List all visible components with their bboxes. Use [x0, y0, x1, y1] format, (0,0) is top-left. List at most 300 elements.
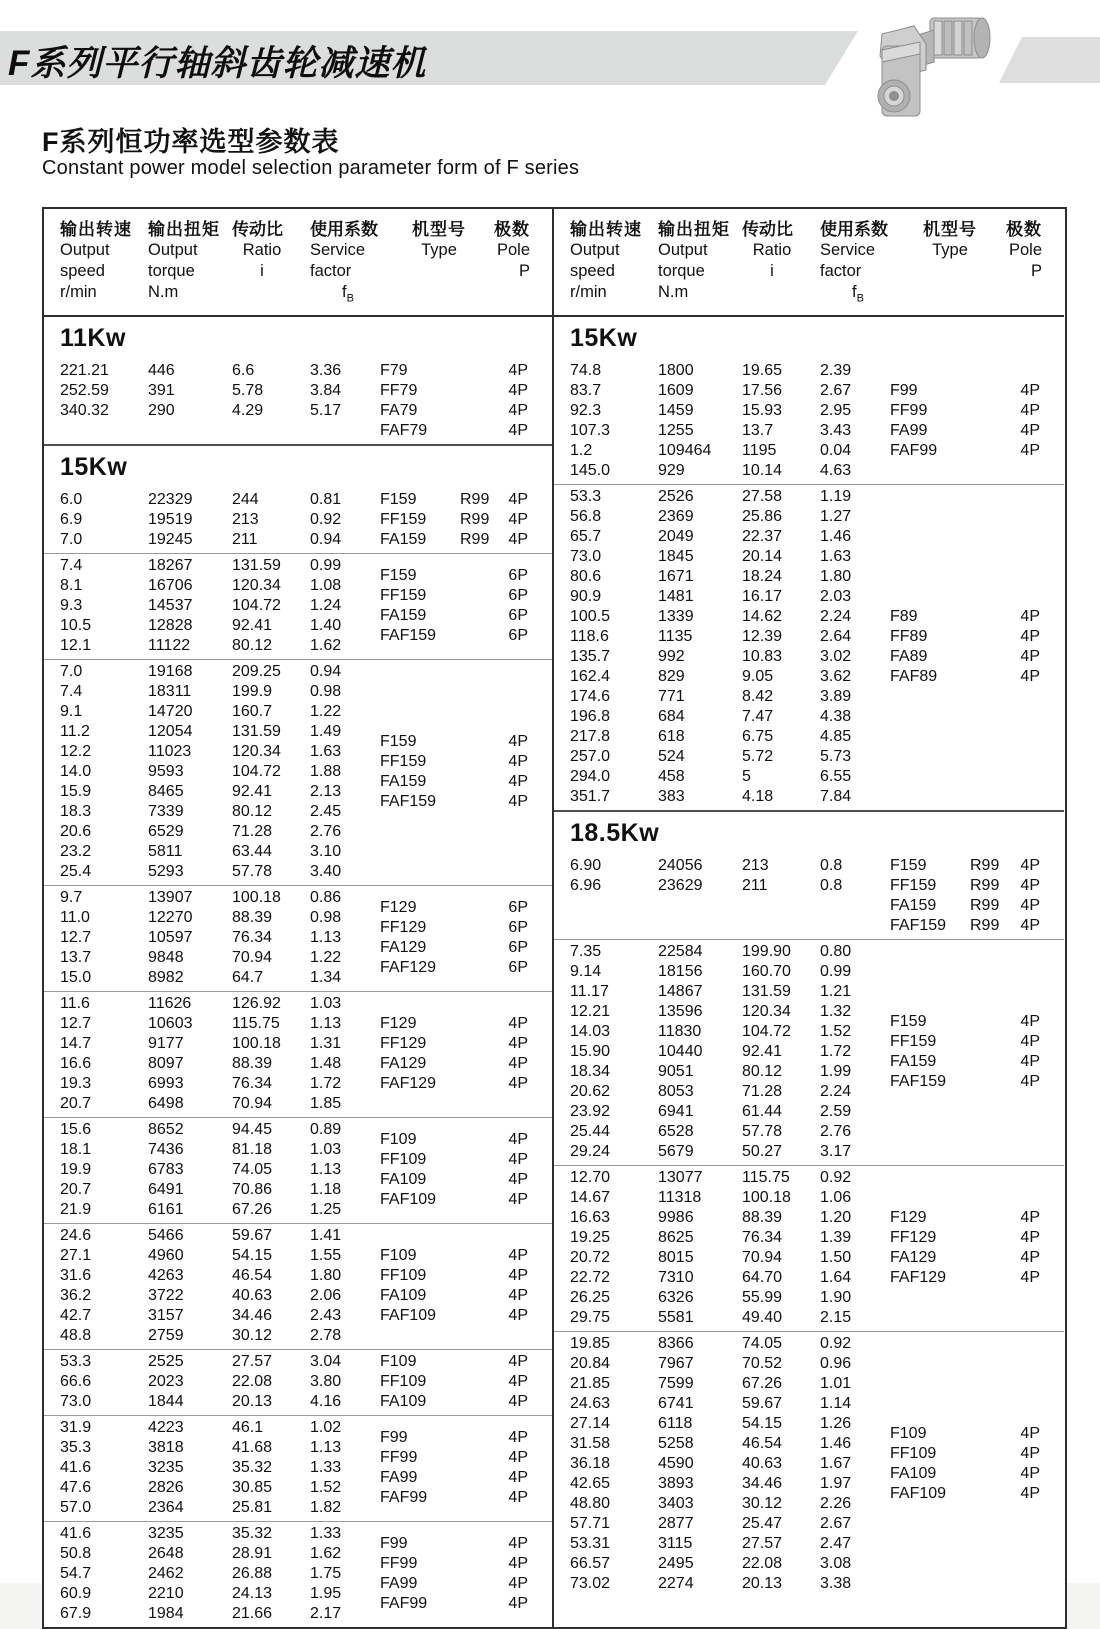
ratio-cell: 211: [232, 531, 258, 549]
pole-value: 6P: [508, 567, 528, 585]
service-factor-cell: 2.24: [820, 608, 852, 626]
service-factor-cell: 1.13: [310, 1439, 342, 1457]
col-header-type: [396, 219, 482, 309]
ratio-cell: 199.90: [742, 943, 791, 961]
type-name: FF159: [380, 511, 427, 529]
type-suffix: R99: [970, 917, 1000, 935]
service-factor-cell: 1.72: [820, 1043, 852, 1061]
table-row: [44, 1438, 380, 1458]
col-header-zh: 传动比: [232, 220, 283, 239]
ratio-cell: 76.34: [232, 929, 273, 947]
group-data: [554, 1168, 890, 1328]
output-speed-cell: 60.9: [60, 1585, 92, 1603]
col-header-zh: 使用系数: [820, 220, 888, 239]
output-torque-cell: 7436: [148, 1141, 184, 1159]
service-factor-cell: 1.08: [310, 577, 342, 595]
output-torque-cell: 8625: [658, 1229, 694, 1247]
service-factor-cell: 3.17: [820, 1143, 852, 1161]
group-types: [380, 1352, 552, 1412]
table-row: [554, 507, 890, 527]
table-row: [44, 928, 380, 948]
output-speed-cell: 26.25: [570, 1289, 611, 1307]
type-row: [380, 1372, 540, 1392]
pole-value: 4P: [508, 362, 528, 380]
col-header-en: Output: [658, 241, 708, 259]
table-row: [44, 1286, 380, 1306]
output-speed-cell: 11.2: [60, 723, 90, 741]
pole-value: 6P: [508, 607, 528, 625]
ratio-cell: 70.94: [742, 1249, 783, 1267]
ratio-cell: 64.7: [232, 969, 264, 987]
col-header-en: Ratio: [752, 241, 792, 259]
ratio-cell: 160.7: [232, 703, 273, 721]
output-torque-cell: 18267: [148, 557, 193, 575]
service-factor-cell: 1.48: [310, 1055, 342, 1073]
type-row: [890, 856, 1052, 876]
ratio-cell: 55.99: [742, 1289, 783, 1307]
type-name: FA129: [890, 1249, 937, 1267]
ratio-cell: 16.17: [742, 588, 783, 606]
type-row: [380, 510, 540, 530]
output-torque-cell: 22584: [658, 943, 703, 961]
section-title: 15Kw: [570, 324, 638, 353]
output-torque-cell: 7967: [658, 1355, 694, 1373]
model-group: [44, 1223, 552, 1349]
output-speed-cell: 24.63: [570, 1395, 611, 1413]
ratio-cell: 21.66: [232, 1605, 273, 1623]
group-types: [380, 1120, 552, 1220]
type-row: [890, 607, 1052, 627]
col-header-output-torque: [658, 219, 742, 309]
output-speed-cell: 53.3: [570, 488, 602, 506]
table-row: [44, 1200, 380, 1220]
output-torque-cell: 22329: [148, 491, 193, 509]
pole-value: 4P: [1020, 668, 1040, 686]
ratio-cell: 213: [232, 511, 259, 529]
pole-value: 4P: [1020, 917, 1040, 935]
ratio-cell: 126.92: [232, 995, 281, 1013]
pole-value: 4P: [1020, 648, 1040, 666]
ratio-cell: 30.85: [232, 1479, 273, 1497]
model-group: [44, 659, 552, 885]
pole-value: 4P: [1020, 1445, 1040, 1463]
pole-value: 4P: [508, 1575, 528, 1593]
type-name: F129: [380, 1015, 417, 1033]
service-factor-cell: 2.43: [310, 1307, 342, 1325]
output-speed-cell: 9.7: [60, 889, 83, 907]
type-row: [380, 1130, 540, 1150]
service-factor-cell: 2.76: [820, 1123, 852, 1141]
output-speed-cell: 162.4: [570, 668, 611, 686]
type-suffix: R99: [460, 531, 490, 549]
service-factor-cell: 1.01: [820, 1375, 852, 1393]
pole-value: 4P: [1020, 1073, 1040, 1091]
service-factor-cell: 1.72: [310, 1075, 342, 1093]
table-row: [44, 1014, 380, 1034]
ratio-cell: 120.34: [232, 743, 281, 761]
output-speed-cell: 340.32: [60, 402, 109, 420]
service-factor-cell: 1.31: [310, 1035, 342, 1053]
pole-value: 4P: [508, 1151, 528, 1169]
model-group: [554, 1165, 1064, 1331]
type-name: FF99: [890, 402, 928, 420]
output-torque-cell: 771: [658, 688, 685, 706]
output-torque-cell: 5466: [148, 1227, 184, 1245]
type-name: FAF109: [380, 1191, 437, 1209]
ratio-cell: 81.18: [232, 1141, 273, 1159]
power-section-11Kw: [44, 317, 552, 444]
group-data: [44, 361, 380, 441]
ratio-cell: 20.13: [742, 1575, 783, 1593]
group-types: [890, 361, 1064, 481]
table-row: [554, 667, 890, 687]
ratio-cell: 104.72: [232, 763, 281, 781]
type-row: [380, 421, 540, 441]
ratio-cell: 19.65: [742, 362, 783, 380]
table-row: [44, 1524, 380, 1544]
output-speed-cell: 100.5: [570, 608, 611, 626]
output-speed-cell: 36.18: [570, 1455, 611, 1473]
pole-value: 4P: [508, 1429, 528, 1447]
ratio-cell: 63.44: [232, 843, 273, 861]
table-row: [554, 1082, 890, 1102]
ratio-cell: 9.05: [742, 668, 774, 686]
type-row: [890, 1248, 1052, 1268]
ratio-cell: 131.59: [232, 557, 281, 575]
output-speed-cell: 53.3: [60, 1353, 92, 1371]
type-row: [890, 647, 1052, 667]
ratio-cell: 49.40: [742, 1309, 783, 1327]
table-row: [554, 627, 890, 647]
output-speed-cell: 12.7: [60, 1015, 92, 1033]
pole-value: 4P: [508, 733, 528, 751]
model-group: [554, 1331, 1064, 1597]
output-torque-cell: 16706: [148, 577, 193, 595]
service-factor-cell: 1.22: [310, 949, 342, 967]
table-row: [44, 742, 380, 762]
ratio-cell: 92.41: [232, 783, 273, 801]
table-row: [554, 1474, 890, 1494]
table-row: [44, 842, 380, 862]
output-torque-cell: 19245: [148, 531, 193, 549]
type-row: [890, 1012, 1052, 1032]
table-row: [44, 1180, 380, 1200]
pole-value: 4P: [508, 793, 528, 811]
output-torque-cell: 6993: [148, 1075, 184, 1093]
doc-title-zh: F系列恒功率选型参数表: [42, 127, 340, 157]
output-torque-cell: 1459: [658, 402, 694, 420]
table-row: [44, 1054, 380, 1074]
service-factor-cell: 6.55: [820, 768, 852, 786]
type-row: [890, 1464, 1052, 1484]
service-factor-cell: 1.55: [310, 1247, 342, 1265]
service-factor-cell: 3.80: [310, 1373, 342, 1391]
output-torque-cell: 11830: [658, 1023, 702, 1041]
type-row: [380, 566, 540, 586]
output-torque-cell: 19168: [148, 663, 193, 681]
table-row: [554, 727, 890, 747]
service-factor-cell: 3.38: [820, 1575, 852, 1593]
output-torque-cell: 2462: [148, 1565, 184, 1583]
service-factor-cell: 0.94: [310, 531, 342, 549]
service-factor-cell: 3.10: [310, 843, 342, 861]
output-torque-cell: 7339: [148, 803, 184, 821]
output-torque-cell: 2023: [148, 1373, 184, 1391]
type-row: [380, 401, 540, 421]
ratio-cell: 92.41: [232, 617, 273, 635]
col-header-output-speed: [60, 219, 148, 309]
col-header-en: torque: [148, 262, 195, 280]
output-torque-cell: 2210: [148, 1585, 184, 1603]
ratio-cell: 120.34: [232, 577, 281, 595]
service-factor-cell: 5.73: [820, 748, 852, 766]
pole-value: 4P: [1020, 897, 1040, 915]
output-speed-cell: 73.0: [570, 548, 602, 566]
pole-value: 4P: [508, 1055, 528, 1073]
ratio-cell: 50.27: [742, 1143, 783, 1161]
type-name: F159: [380, 733, 417, 751]
table-row: [554, 1394, 890, 1414]
group-types: [380, 490, 552, 550]
col-header-en: speed: [570, 262, 615, 280]
type-name: F99: [890, 382, 918, 400]
table-row: [44, 862, 380, 882]
output-torque-cell: 4223: [148, 1419, 184, 1437]
ratio-cell: 15.93: [742, 402, 783, 420]
service-factor-cell: 1.67: [820, 1455, 852, 1473]
output-speed-cell: 54.7: [60, 1565, 92, 1583]
table-row: [554, 1434, 890, 1454]
type-name: FF159: [890, 877, 937, 895]
output-speed-cell: 18.3: [60, 803, 92, 821]
service-factor-cell: 2.78: [310, 1327, 342, 1345]
output-torque-cell: 1671: [658, 568, 694, 586]
output-speed-cell: 31.9: [60, 1419, 92, 1437]
type-row: [380, 361, 540, 381]
service-factor-cell: 1.33: [310, 1525, 342, 1543]
type-name: FA159: [380, 607, 427, 625]
ratio-cell: 71.28: [232, 823, 273, 841]
pole-value: 4P: [508, 1075, 528, 1093]
ratio-cell: 100.18: [232, 1035, 281, 1053]
output-torque-cell: 1339: [658, 608, 694, 626]
type-name: FF109: [380, 1151, 427, 1169]
ratio-cell: 7.47: [742, 708, 774, 726]
ratio-cell: 1195: [742, 442, 777, 460]
model-group: [44, 1415, 552, 1521]
pole-value: 4P: [1020, 1209, 1040, 1227]
service-factor-cell: 3.40: [310, 863, 342, 881]
output-torque-cell: 2495: [658, 1555, 694, 1573]
table-row: [554, 1308, 890, 1328]
service-factor-cell: 1.41: [310, 1227, 342, 1245]
ratio-cell: 70.52: [742, 1355, 783, 1373]
output-speed-cell: 107.3: [570, 422, 611, 440]
pole-value: 4P: [1020, 1269, 1040, 1287]
table-row: [554, 787, 890, 807]
output-speed-cell: 66.6: [60, 1373, 92, 1391]
col-header-unit: N.m: [658, 283, 689, 301]
output-torque-cell: 10603: [148, 1015, 193, 1033]
output-torque-cell: 13596: [658, 1003, 703, 1021]
col-header-unit: $f_B$: [852, 283, 864, 305]
ratio-cell: 40.63: [232, 1287, 273, 1305]
col-header-unit: N.m: [148, 283, 179, 301]
service-factor-cell: 1.95: [310, 1585, 342, 1603]
output-speed-cell: 50.8: [60, 1545, 92, 1563]
group-types: [380, 662, 552, 882]
ratio-cell: 88.39: [232, 909, 273, 927]
service-factor-cell: 1.46: [820, 1435, 852, 1453]
pole-value: 4P: [508, 1393, 528, 1411]
output-torque-cell: 14867: [658, 983, 703, 1001]
type-suffix: R99: [460, 511, 490, 529]
col-header-zh: 极数: [1006, 220, 1042, 239]
service-factor-cell: 2.13: [310, 783, 342, 801]
service-factor-cell: 0.81: [310, 491, 342, 509]
pole-value: 4P: [508, 531, 528, 549]
group-data: [44, 490, 380, 550]
table-row: [44, 722, 380, 742]
output-speed-cell: 19.9: [60, 1161, 92, 1179]
ratio-cell: 59.67: [742, 1395, 783, 1413]
service-factor-cell: 2.95: [820, 402, 852, 420]
service-factor-cell: 1.75: [310, 1565, 342, 1583]
service-factor-cell: 1.22: [310, 703, 342, 721]
type-name: FF99: [380, 1555, 418, 1573]
ratio-cell: 46.54: [232, 1267, 273, 1285]
ratio-cell: 92.41: [742, 1043, 783, 1061]
output-speed-cell: 135.7: [570, 648, 611, 666]
col-header-service-factor: [820, 219, 906, 309]
table-row: [554, 441, 890, 461]
doc-title-en: Constant power model selection parameter form of F series: [42, 157, 580, 179]
output-speed-cell: 14.67: [570, 1189, 611, 1207]
type-row: [380, 586, 540, 606]
output-torque-cell: 8652: [148, 1121, 184, 1139]
table-row: [554, 1248, 890, 1268]
service-factor-cell: 0.80: [820, 943, 852, 961]
group-types: [890, 487, 1064, 807]
col-header-en: torque: [658, 262, 705, 280]
output-speed-cell: 6.90: [570, 857, 602, 875]
group-data: [554, 487, 890, 807]
table-row: [44, 1458, 380, 1478]
type-name: F109: [380, 1247, 417, 1265]
service-factor-cell: 4.38: [820, 708, 852, 726]
output-torque-cell: 2826: [148, 1479, 184, 1497]
service-factor-cell: 1.21: [820, 983, 852, 1001]
output-speed-cell: 65.7: [570, 528, 602, 546]
pole-value: 4P: [1020, 1425, 1040, 1443]
ratio-cell: 30.12: [742, 1495, 783, 1513]
type-name: FAF129: [890, 1269, 947, 1287]
output-speed-cell: 19.25: [570, 1229, 611, 1247]
output-speed-cell: 66.57: [570, 1555, 611, 1573]
ratio-cell: 74.05: [232, 1161, 273, 1179]
group-types: [890, 1334, 1064, 1594]
col-header-output-torque: [148, 219, 232, 309]
type-name: FA99: [890, 422, 928, 440]
pole-value: 6P: [508, 627, 528, 645]
service-factor-cell: 1.25: [310, 1201, 342, 1219]
pole-value: 6P: [508, 919, 528, 937]
type-row: [890, 876, 1052, 896]
table-row: [44, 1226, 380, 1246]
output-speed-cell: 20.6: [60, 823, 92, 841]
output-torque-cell: 9848: [148, 949, 184, 967]
type-name: FA79: [380, 402, 418, 420]
col-header-ratio: [232, 219, 310, 309]
table-row: [44, 616, 380, 636]
table-row: [44, 1306, 380, 1326]
group-types: [890, 942, 1064, 1162]
output-torque-cell: 3115: [658, 1535, 693, 1553]
output-speed-cell: 6.96: [570, 877, 602, 895]
output-speed-cell: 145.0: [570, 462, 611, 480]
type-name: F159: [890, 857, 927, 875]
pole-value: 4P: [1020, 1465, 1040, 1483]
ratio-cell: 40.63: [742, 1455, 783, 1473]
table-row: [554, 1574, 890, 1594]
type-name: FF109: [890, 1445, 937, 1463]
model-group: [554, 359, 1064, 484]
group-types: [380, 1418, 552, 1518]
output-speed-cell: 20.62: [570, 1083, 611, 1101]
output-speed-cell: 174.6: [570, 688, 611, 706]
output-speed-cell: 42.65: [570, 1475, 611, 1493]
type-row: [890, 627, 1052, 647]
ratio-cell: 244: [232, 491, 259, 509]
col-header-en: Ratio: [242, 241, 282, 259]
table-row: [44, 1478, 380, 1498]
ratio-cell: 27.57: [232, 1353, 273, 1371]
ratio-cell: 70.94: [232, 1095, 273, 1113]
output-torque-cell: 1845: [658, 548, 694, 566]
type-name: F109: [380, 1131, 417, 1149]
gear-reducer-photo: [852, 4, 1002, 122]
pole-value: 6P: [508, 959, 528, 977]
pole-value: 4P: [1020, 1053, 1040, 1071]
col-header-zh: 输出扭矩: [148, 220, 220, 239]
type-row: [890, 667, 1052, 687]
service-factor-cell: 3.89: [820, 688, 852, 706]
ratio-cell: 10.14: [742, 462, 783, 480]
output-speed-cell: 294.0: [570, 768, 611, 786]
table-row: [554, 361, 890, 381]
service-factor-cell: 1.88: [310, 763, 342, 781]
output-speed-cell: 20.72: [570, 1249, 611, 1267]
output-torque-cell: 10597: [148, 929, 193, 947]
ratio-cell: 131.59: [742, 983, 791, 1001]
type-name: FA99: [380, 1469, 418, 1487]
pole-value: 4P: [508, 491, 528, 509]
ratio-cell: 160.70: [742, 963, 791, 981]
output-torque-cell: 109464: [658, 442, 712, 460]
output-speed-cell: 56.8: [570, 508, 602, 526]
type-name: FA159: [890, 897, 937, 915]
output-torque-cell: 14537: [148, 597, 193, 615]
table-row: [554, 1268, 890, 1288]
table-row: [44, 1418, 380, 1438]
type-row: [890, 401, 1052, 421]
service-factor-cell: 1.97: [820, 1475, 852, 1493]
power-section-18.5Kw: [554, 810, 1064, 1597]
output-speed-cell: 41.6: [60, 1459, 92, 1477]
ratio-cell: 41.68: [232, 1439, 273, 1457]
output-speed-cell: 7.4: [60, 557, 83, 575]
output-torque-cell: 290: [148, 402, 175, 420]
